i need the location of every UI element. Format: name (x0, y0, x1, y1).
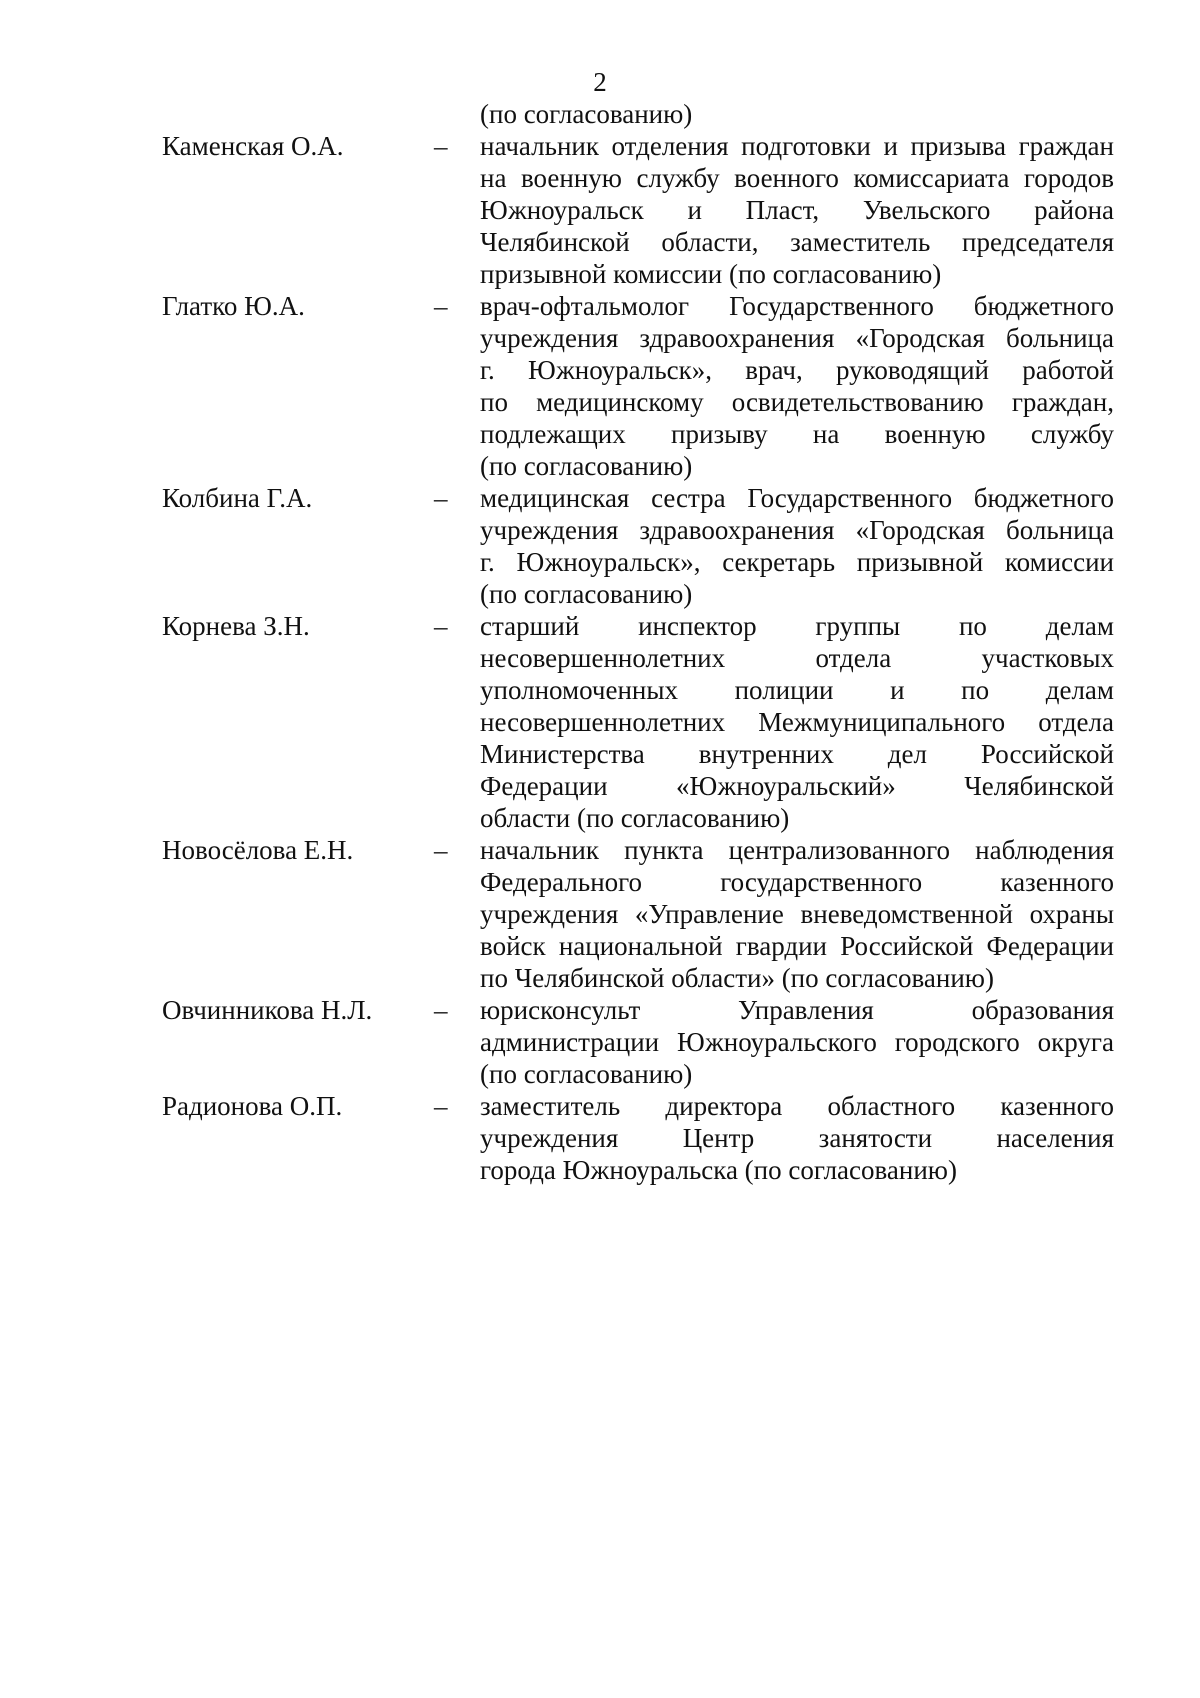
member-role (480, 1090, 1114, 1186)
member-row (0, 290, 1200, 482)
member-name: Каменская О.А. (162, 131, 344, 161)
member-row (0, 1090, 1200, 1186)
member-role-line: учреждения Центр занятости населения (480, 1123, 1114, 1153)
member-role (480, 130, 1114, 290)
member-name: Глатко Ю.А. (162, 291, 305, 321)
member-role-line: уполномоченных полиции и по делам (480, 675, 1114, 705)
member-dash: – (434, 611, 448, 641)
member-role-line: войск национальной гвардии Российской Федерации (480, 931, 1114, 961)
member-row (0, 482, 1200, 610)
member-role (480, 290, 1114, 482)
member-name: Радионова О.П. (162, 1091, 343, 1121)
member-role-line: по медицинскому освидетельствованию граждан, (480, 387, 1114, 417)
member-name: Новосёлова Е.Н. (162, 835, 354, 865)
member-role (480, 994, 1114, 1090)
member-role-line: (по согласованию) (480, 1059, 693, 1089)
member-role (480, 482, 1114, 610)
member-role-line: медицинская сестра Государственного бюджетного (480, 483, 1114, 513)
member-dash: – (434, 291, 448, 321)
member-role-line: Министерства внутренних дел Российской (480, 739, 1114, 769)
member-role-line: г. Южноуральск», секретарь призывной комиссии (480, 547, 1114, 577)
member-role-line: юрисконсульт Управления образования (480, 995, 1114, 1025)
member-role-line: на военную службу военного комиссариата городов (480, 163, 1114, 193)
member-role (480, 610, 1114, 834)
commission-member-list (0, 130, 1200, 1186)
member-row (0, 834, 1200, 994)
member-name: Овчинникова Н.Л. (162, 995, 373, 1025)
member-dash: – (434, 995, 448, 1025)
member-role-line: администрации Южноуральского городского округа (480, 1027, 1114, 1057)
member-role-line: Федерального государственного казенного (480, 867, 1114, 897)
member-role-line: начальник отделения подготовки и призыва граждан (480, 131, 1114, 161)
member-row (0, 130, 1200, 290)
member-role-line: начальник пункта централизованного наблюдения (480, 835, 1114, 865)
member-role-line: несовершеннолетних Межмуниципального отдела (480, 707, 1114, 737)
member-role-line: подлежащих призыву на военную службу (480, 419, 1114, 449)
member-dash: – (434, 483, 448, 513)
member-role-line: старший инспектор группы по делам (480, 611, 1114, 641)
member-name: Корнева З.Н. (162, 611, 310, 641)
member-role-line: заместитель директора областного казенного (480, 1091, 1114, 1121)
member-role-line: области (по согласованию) (480, 803, 790, 833)
member-role-line: учреждения здравоохранения «Городская больница (480, 515, 1114, 545)
member-role-line: учреждения здравоохранения «Городская больница (480, 323, 1114, 353)
member-role-line: по Челябинской области» (по согласованию) (480, 963, 994, 993)
page-number: 2 (593, 67, 607, 97)
member-role (480, 834, 1114, 994)
member-row (0, 610, 1200, 834)
member-role-line: (по согласованию) (480, 451, 693, 481)
member-role-line: Федерации «Южноуральский» Челябинской (480, 771, 1114, 801)
member-dash: – (434, 1091, 448, 1121)
member-role-line: врач-офтальмолог Государственного бюджетного (480, 291, 1114, 321)
member-role-line: (по согласованию) (480, 579, 693, 609)
member-name: Колбина Г.А. (162, 483, 313, 513)
member-role-line: Южноуральск и Пласт, Увельского района (480, 195, 1114, 225)
member-dash: – (434, 835, 448, 865)
member-dash: – (434, 131, 448, 161)
member-role-line: учреждения «Управление вневедомственной охраны (480, 899, 1114, 929)
continuation-text: (по согласованию) (480, 99, 693, 129)
member-role-line: г. Южноуральск», врач, руководящий работой (480, 355, 1114, 385)
member-row (0, 994, 1200, 1090)
member-role-line: призывной комиссии (по согласованию) (480, 259, 942, 289)
member-role-line: несовершеннолетних отдела участковых (480, 643, 1114, 673)
member-role-line: города Южноуральска (по согласованию) (480, 1155, 957, 1185)
member-role-line: Челябинской области, заместитель председателя (480, 227, 1114, 257)
